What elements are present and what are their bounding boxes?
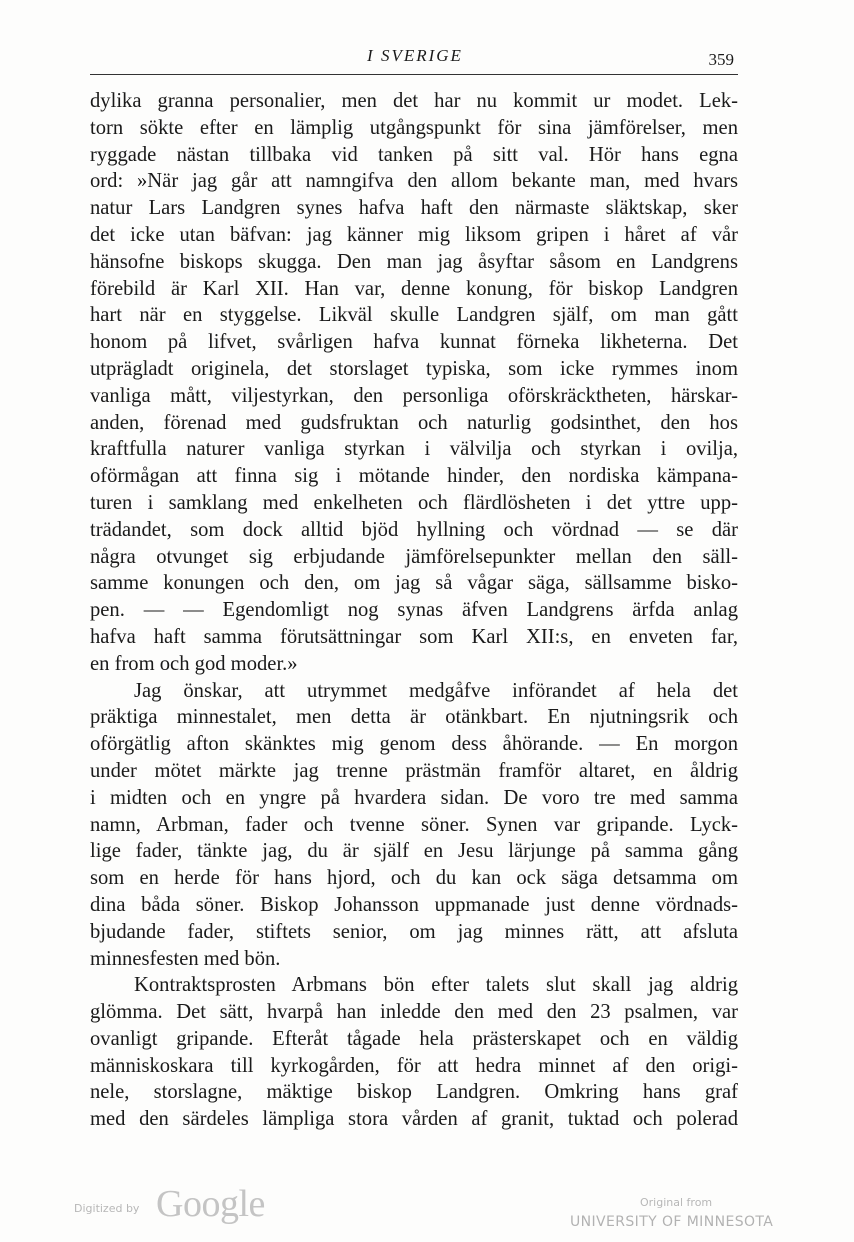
text-line: pen. — — Egendomligt nog synas äfven Landgrens ärfda anlag xyxy=(90,599,738,622)
text-line: hänsofne biskops skugga. Den man jag åsyftar såsom en Landgrens xyxy=(90,250,738,273)
text-line: präktiga minnestalet, men detta är otänkbart. En njutningsrik och xyxy=(90,706,738,729)
text-line: dylika granna personalier, men det har nu kommit ur modet. Lek- xyxy=(90,90,738,112)
digitized-by-label: Digitized by xyxy=(74,1202,140,1215)
text-line: några otvunget sig erbjudande jämförelsepunkter mellan den säll- xyxy=(90,545,738,568)
text-line: människoskara till kyrkogården, för att hedra minnet af den origi- xyxy=(90,1054,738,1077)
text-line: som en herde för hans hjord, och du kan ock säga detsamma om xyxy=(90,867,738,890)
google-logo: Google xyxy=(156,1183,265,1225)
text-line: bjudande fader, stiftets senior, om jag minnes rätt, att afsluta xyxy=(90,920,738,943)
text-line: ovanligt gripande. Efteråt tågade hela prästerskapet och en väldig xyxy=(90,1027,738,1050)
text-line: turen i samklang med enkelheten och flärdlösheten i det yttre upp- xyxy=(90,491,738,514)
body-text xyxy=(90,88,738,1133)
text-line: honom på lifvet, svårligen hafva kunnat förneka likheterna. Det xyxy=(90,331,738,354)
text-line: i midten och en yngre på hvardera sidan. De voro tre med samma xyxy=(90,786,738,809)
text-line: det icke utan bäfvan: jag känner mig liksom gripen i håret af vår xyxy=(90,223,738,246)
text-line: anden, förenad med gudsfruktan och naturlig godsinthet, den hos xyxy=(90,411,738,434)
text-line: oförmågan att finna sig i mötande hinder, den nordiska kämpana- xyxy=(90,465,738,488)
original-from-label: Original from xyxy=(640,1196,713,1209)
text-line: torn sökte efter en lämplig utgångspunkt för sina jämförelser, men xyxy=(90,116,738,139)
text-line: ryggade nästan tillbaka vid tanken på sitt val. Hör hans egna xyxy=(90,143,738,166)
text-line: samme konungen och den, om jag så vågar säga, sällsamme bisko- xyxy=(90,572,738,595)
text-line: kraftfulla naturer vanliga styrkan i välvilja och styrkan i ovilja, xyxy=(90,438,738,461)
text-line: vanliga mått, viljestyrkan, den personliga oförskräcktheten, härskar- xyxy=(90,384,738,407)
page-number: 359 xyxy=(708,50,734,69)
text-line: under mötet märkte jag trenne prästmän framför altaret, en åldrig xyxy=(90,759,738,782)
running-title: I SVERIGE xyxy=(367,46,463,65)
text-line: dina båda söner. Biskop Johansson uppmanade just denne vördnads- xyxy=(90,893,738,916)
library-name: UNIVERSITY OF MINNESOTA xyxy=(570,1214,774,1230)
text-line: nele, storslagne, mäktige biskop Landgren. Omkring hans graf xyxy=(90,1081,738,1104)
text-line: glömma. Det sätt, hvarpå han inledde den med den 23 psalmen, var xyxy=(90,1001,738,1024)
text-line: lige fader, tänkte jag, du är själf en Jesu lärjunge på samma gång xyxy=(90,840,738,863)
text-line: namn, Arbman, fader och tvenne söner. Synen var gripande. Lyck- xyxy=(90,813,738,836)
text-line: en from och god moder.» xyxy=(90,652,298,675)
text-line: ord: »När jag går att namngifva den allom bekante man, med hvars xyxy=(90,170,738,193)
footer-watermark xyxy=(0,1180,854,1240)
text-line: minnesfesten med bön. xyxy=(90,947,281,970)
text-line: med den särdeles lämpliga stora vården af granit, tuktad och polerad xyxy=(90,1108,738,1131)
text-line: natur Lars Landgren synes hafva haft den närmaste släktskap, sker xyxy=(90,197,738,220)
text-line: utprägladt originela, det storslaget typiska, som icke rymmes inom xyxy=(90,357,738,380)
text-line: hafva haft samma förutsättningar som Karl XII:s, en enveten far, xyxy=(90,625,738,648)
text-line: förebild är Karl XII. Han var, denne konung, för biskop Landgren xyxy=(90,277,738,300)
text-line: hart när en styggelse. Likväl skulle Landgren själf, om man gått xyxy=(90,304,738,327)
text-line: oförgätlig afton skänktes mig genom dess åhörande. — En morgon xyxy=(90,733,738,756)
header-rule xyxy=(90,74,738,75)
text-line: trädandet, som dock alltid bjöd hyllning och vördnad — se där xyxy=(90,518,738,541)
running-header xyxy=(90,44,740,74)
text-line: Kontraktsprosten Arbmans bön efter talets slut skall jag aldrig xyxy=(134,974,738,997)
text-line: Jag önskar, att utrymmet medgåfve införandet af hela det xyxy=(134,679,738,702)
